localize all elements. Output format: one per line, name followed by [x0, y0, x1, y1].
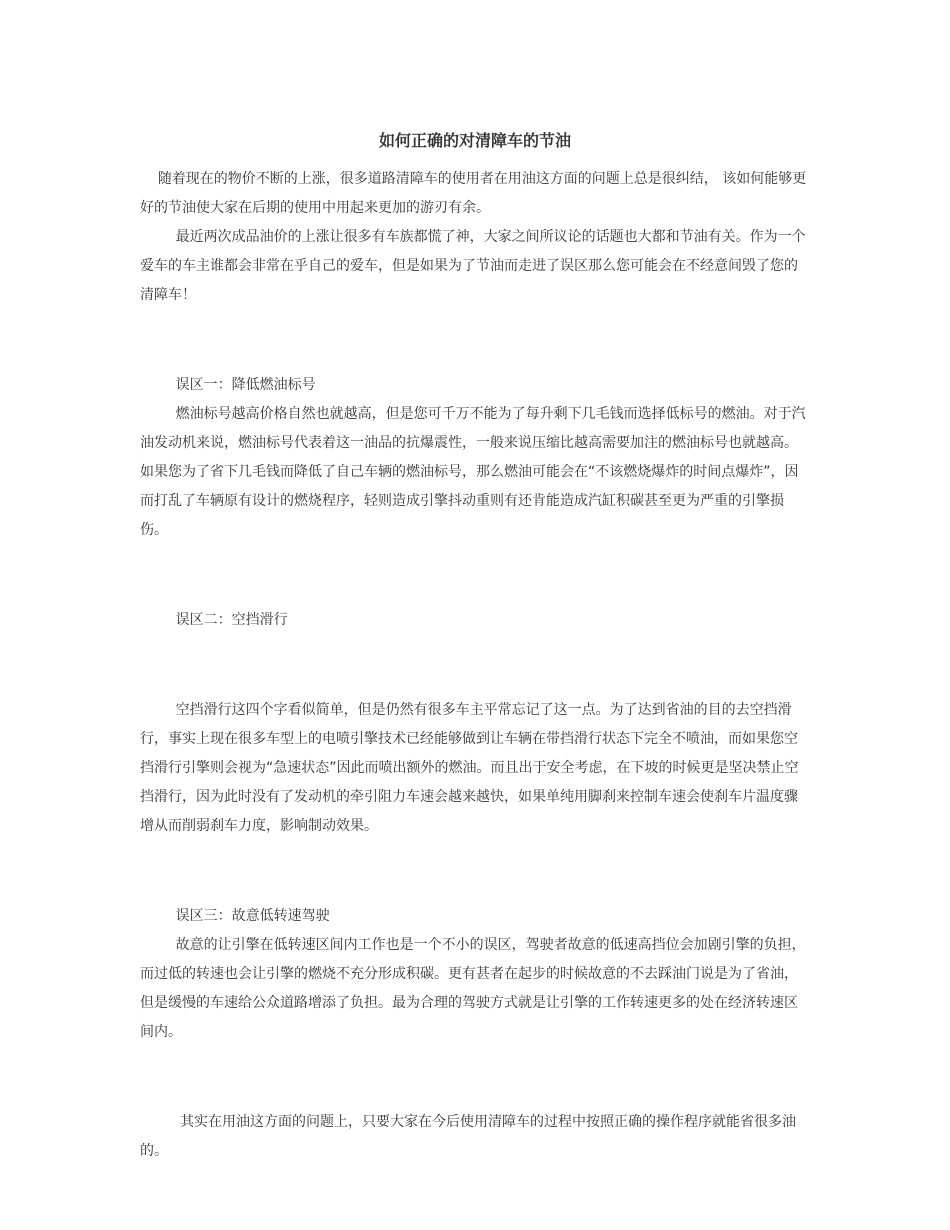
paragraph: 空挡滑行这四个字看似简单，但是仍然有很多车主平常忘记了这一点。为了达到省油的目的去空挡滑行，事实上现在很多车型上的电喷引擎技术已经能够做到让车辆在带挡滑行状态下完全不喷油，而如果您空挡滑行引擎则会视为“急速状态”因此而喷出额外的燃油。而且出于安全考虑，在下坡的时候更是坚决禁止空挡滑行，因为此时没有了发动机的牵引阻力车速会越来越快，如果单纯用脚刹来控制车速会使刹车片温度骤增从而削弱刹车力度，影响制动效果。 [140, 702, 799, 834]
paragraph: 误区三：故意低转速驾驶 [140, 908, 330, 924]
blank-line [140, 651, 810, 680]
paragraph: 故意的让引擎在低转速区间内工作也是一个不小的误区，驾驶者故意的低速高挡位会加剧引擎的负担，而过低的转速也会让引擎的燃烧不充分形成积碳。更有甚者在起步的时候故意的不去踩油门说是为了省油，但是缓慢的车速给公众道路增添了负担。最为合理的驾驶方式就是让引擎的工作转速更多的处在经济转速区间内。 [140, 937, 806, 1040]
document-title: 如何正确的对清障车的节油 [378, 131, 571, 150]
blank-line [140, 857, 810, 886]
paragraph: 燃油标号越高价格自然也就越高，但是您可千万不能为了每升剩下几毛钱而选择低标号的燃油。对于汽油发动机来说，燃油标号代表着这一油品的抗爆震性，一般来说压缩比越高需要加注的燃油标号也就越高。如果您为了省下几毛钱而降低了自己车辆的燃油标号，那么燃油可能会在“不该燃烧爆炸的时间点爆炸”，因而打乱了车辆原有设计的燃烧程序，轻则造成引擎抖动重则有还肯能造成汽缸积碳甚至更为严重的引擎损伤。 [140, 406, 806, 538]
document-page [140, 129, 810, 1166]
paragraph: 误区二：空挡滑行 [140, 612, 288, 628]
paragraph: 最近两次成品油价的上涨让很多有车族都慌了神，大家之间所议论的话题也大都和节油有关。作为一个爱车的车主谁都会非常在乎自己的爱车，但是如果为了节油而走进了误区那么您可能会在不经意间毁了您的清障车！ [140, 229, 806, 303]
document-body [140, 165, 810, 1166]
paragraph: 随着现在的物价不断的上涨，很多道路清障车的使用者在用油这方面的问题上总是很纠结， 该如何能够更好的节油使大家在后期的使用中用起来更加的游刃有余。 [140, 171, 807, 216]
blank-line [140, 326, 810, 355]
blank-line [140, 1063, 810, 1092]
blank-line [140, 561, 810, 590]
paragraph: 其实在用油这方面的问题上，只要大家在今后使用清障车的过程中按照正确的操作程序就能省很多油的。 [140, 1114, 797, 1159]
paragraph: 误区一：降低燃油标号 [140, 377, 316, 393]
